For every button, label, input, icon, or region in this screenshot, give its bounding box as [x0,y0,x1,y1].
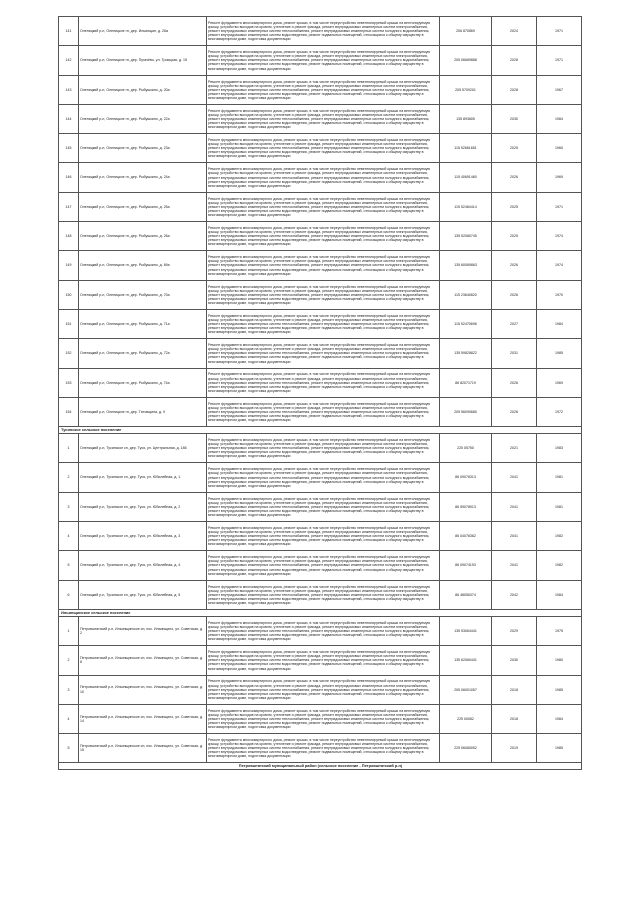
row-number: 151 [59,309,79,338]
row-cost: 205 56090680 [440,397,492,426]
row-address: Оленицкий р-н, Оленицкое гп, дер. Рыбушкино, д. 22а [79,104,207,133]
row-number: 1 [59,616,79,645]
table-row [59,134,582,163]
row-address: Оленицкий р-н, Тусинское сп, дер. Туся, ул. Юбилейная, д. 2 [79,492,207,521]
row-year: 2030 [492,646,537,675]
row-address: Оленицкий р-н, Тусинское сп, дер. Туся, ул. Центральная, д. 186 [79,434,207,463]
row-cost: 225 05750 [440,434,492,463]
row-year: 2041 [492,492,537,521]
row-address: Оленицкий р-н, Оленицкое гп, дер. Рыбушкино, д. 72а [79,339,207,368]
row-work-description: Ремонт фундамента многоквартирного дома, ремонт крыши, в том числе переустройство невентилируемой крыши на вентилируемую крышу, устройство выходов на кровлю, утепление и ремонт фасада, ремонт внутридомовых инженерных систем электроснабжения, ремонт внутридомовых инженерных систем теплоснабжения, ремонт внутридомовых инженерных систем холодного водоснабжения, ремонт внутридомовых инженерных систем водоотведения, ремонт подвальных помещений, относящихся к общему имуществу в многоквартирном доме, подготовка документации [207,163,440,192]
row-built-year: 1985 [537,675,582,704]
section-header-row [59,427,582,434]
row-address: Оленицкий р-н, Тусинское сп, дер. Туся, ул. Юбилейная, д. 1 [79,463,207,492]
row-built-year: 1984 [537,580,582,609]
table-row [59,580,582,609]
table-row [59,368,582,397]
row-work-description: Ремонт фундамента многоквартирного дома, ремонт крыши, в том числе переустройство невентилируемой крыши на вентилируемую крышу, устройство выходов на кровлю, утепление и ремонт фасада, ремонт внутридомовых инженерных систем электроснабжения, ремонт внутридомовых инженерных систем теплоснабжения, ремонт внутридомовых инженерных систем холодного водоснабжения, ремонт внутридомовых инженерных систем водоотведения, ремонт подвальных помещений, относящихся к общему имуществу в многоквартирном доме, подготовка документации [207,192,440,221]
row-number: 2 [59,463,79,492]
row-cost: 225 00082 [440,704,492,733]
repair-program-table [58,16,582,770]
row-work-description: Ремонт фундамента многоквартирного дома, ремонт крыши, в том числе переустройство невентилируемой крыши на вентилируемую крышу, устройство выходов на кровлю, утепление и ремонт фасада, ремонт внутридомовых инженерных систем электроснабжения, ремонт внутридомовых инженерных систем теплоснабжения, ремонт внутридомовых инженерных систем холодного водоснабжения, ремонт внутридомовых инженерных систем водоотведения, ремонт подвальных помещений, относящихся к общему имуществу в многоквартирном доме, подготовка документации [207,434,440,463]
row-built-year: 1974 [537,251,582,280]
row-work-description: Ремонт фундамента многоквартирного дома, ремонт крыши, в том числе переустройство невентилируемой крыши на вентилируемую крышу, устройство выходов на кровлю, утепление и ремонт фасада, ремонт внутридомовых инженерных систем электроснабжения, ремонт внутридомовых инженерных систем теплоснабжения, ремонт внутридомовых инженерных систем холодного водоснабжения, ремонт внутридомовых инженерных систем водоотведения, ремонт подвальных помещений, относящихся к общему имуществу в многоквартирном доме, подготовка документации [207,734,440,763]
row-number: 153 [59,368,79,397]
row-year: 2026 [492,397,537,426]
row-number: 1 [59,434,79,463]
row-built-year: 1971 [537,192,582,221]
row-number: 143 [59,75,79,104]
row-year: 2025 [492,134,537,163]
row-year: 2018 [492,675,537,704]
row-year: 2019 [492,734,537,763]
row-built-year: 1985 [537,734,582,763]
row-built-year: 1984 [537,104,582,133]
row-address: Оленицкий р-н, Оленицкое гп, дер. Ильинщин, д. 26а [79,17,207,46]
row-number: 141 [59,17,79,46]
row-address: Оленицкий р-н, Оленицкое гп, дер. Рыбушкино, д. 20а [79,75,207,104]
row-work-description: Ремонт фундамента многоквартирного дома, ремонт крыши, в том числе переустройство невентилируемой крыши на вентилируемую крышу, устройство выходов на кровлю, утепление и ремонт фасада, ремонт внутридомовых инженерных систем электроснабжения, ремонт внутридомовых инженерных систем теплоснабжения, ремонт внутридомовых инженерных систем холодного водоснабжения, ремонт внутридомовых инженерных систем водоотведения, ремонт подвальных помещений, относящихся к общему имуществу в многоквартирном доме, подготовка документации [207,104,440,133]
row-built-year: 1985 [537,339,582,368]
row-address: Оленицкий р-н, Оленицкое гп, дер. Рыбушкино, д. 70а [79,280,207,309]
row-built-year: 1983 [537,434,582,463]
row-number: 154 [59,397,79,426]
row-cost: 135 893605 [440,104,492,133]
table-row [59,222,582,251]
row-year: 2026 [492,368,537,397]
row-number: 146 [59,163,79,192]
row-year: 2025 [492,222,537,251]
row-work-description: Ремонт фундамента многоквартирного дома, ремонт крыши, в том числе переустройство невентилируемой крыши на вентилируемую крышу, устройство выходов на кровлю, утепление и ремонт фасада, ремонт внутридомовых инженерных систем электроснабжения, ремонт внутридомовых инженерных систем теплоснабжения, ремонт внутридомовых инженерных систем холодного водоснабжения, ремонт внутридомовых инженерных систем водоотведения, ремонт подвальных помещений, относящихся к общему имуществу в многоквартирном доме, подготовка документации [207,339,440,368]
row-year: 2025 [492,192,537,221]
row-number: 4 [59,704,79,733]
row-cost: 86 09076313 [440,463,492,492]
row-built-year: 1982 [537,522,582,551]
row-address: Оленицкий р-н, Оленицкое гп, дер. Рыбушкино, д. 71а [79,309,207,338]
table-row [59,46,582,75]
row-address: Оленицкий р-н, Оленицкое гп, дер. Рыбушкино, д. 25а [79,192,207,221]
row-work-description: Ремонт фундамента многоквартирного дома, ремонт крыши, в том числе переустройство невентилируемой крыши на вентилируемую крышу, устройство выходов на кровлю, утепление и ремонт фасада, ремонт внутридомовых инженерных систем электроснабжения, ремонт внутридомовых инженерных систем теплоснабжения, ремонт внутридомовых инженерных систем холодного водоснабжения, ремонт внутридомовых инженерных систем водоотведения, ремонт подвальных помещений, относящихся к общему имуществу в многоквартирном доме, подготовка документации [207,704,440,733]
row-cost: 86 09074193 [440,551,492,580]
row-year: 2030 [492,104,537,133]
row-address: Оленицкий р-н, Оленицкое гп, дер. Рыбушкино, д. 74а [79,368,207,397]
row-year: 2042 [492,580,537,609]
row-built-year: 1960 [537,134,582,163]
row-work-description: Ремонт фундамента многоквартирного дома, ремонт крыши, в том числе переустройство невентилируемой крыши на вентилируемую крышу, устройство выходов на кровлю, утепление и ремонт фасада, ремонт внутридомовых инженерных систем электроснабжения, ремонт внутридомовых инженерных систем теплоснабжения, ремонт внутридомовых инженерных систем холодного водоснабжения, ремонт внутридомовых инженерных систем водоотведения, ремонт подвальных помещений, относящихся к общему имуществу в многоквартирном доме, подготовка документации [207,134,440,163]
table-row [59,551,582,580]
row-built-year: 1975 [537,616,582,645]
row-cost: 205 5709201 [440,75,492,104]
row-year: 2031 [492,339,537,368]
row-year: 2029 [492,616,537,645]
row-cost: 135 53064441 [440,616,492,645]
row-built-year: 1981 [537,463,582,492]
row-work-description: Ремонт фундамента многоквартирного дома, ремонт крыши, в том числе переустройство невентилируемой крыши на вентилируемую крышу, устройство выходов на кровлю, утепление и ремонт фасада, ремонт внутридомовых инженерных систем электроснабжения, ремонт внутридомовых инженерных систем теплоснабжения, ремонт внутридомовых инженерных систем холодного водоснабжения, ремонт внутридомовых инженерных систем водоотведения, ремонт подвальных помещений, относящихся к общему имуществу в многоквартирном доме, подготовка документации [207,580,440,609]
row-address: Петровштатский р-н, Ильинщинское сп, пос. Ильинщино, ул. Советская, д. 10 [79,675,207,704]
row-cost: 86 48056374 [440,580,492,609]
row-address: Оленицкий р-н, Оленицкое гп, дер. Пугачёво, ул. Троицкая, д. 15 [79,46,207,75]
row-address: Оленицкий р-н, Тусинское сп, дер. Туся, ул. Юбилейная, д. 4 [79,551,207,580]
row-address: Оленицкий р-н, Оленицкое гп, дер. Рыбушкино, д. 23а [79,134,207,163]
row-work-description: Ремонт фундамента многоквартирного дома, ремонт крыши, в том числе переустройство невентилируемой крыши на вентилируемую крышу, устройство выходов на кровлю, утепление и ремонт фасада, ремонт внутридомовых инженерных систем электроснабжения, ремонт внутридомовых инженерных систем теплоснабжения, ремонт внутридомовых инженерных систем холодного водоснабжения, ремонт внутридомовых инженерных систем водоотведения, ремонт подвальных помещений, относящихся к общему имуществу в многоквартирном доме, подготовка документации [207,646,440,675]
row-built-year: 1971 [537,17,582,46]
row-built-year: 1980 [537,646,582,675]
row-cost: 86 04076382 [440,522,492,551]
table-row [59,492,582,521]
row-cost: 115 52661651 [440,134,492,163]
row-address: Оленицкий р-н, Оленицкое гп, дер. Рыбушкино, д. 26а [79,222,207,251]
section-title: Тусинское сельское поселение [59,427,582,434]
row-work-description: Ремонт фундамента многоквартирного дома, ремонт крыши, в том числе переустройство невентилируемой крыши на вентилируемую крышу, устройство выходов на кровлю, утепление и ремонт фасада, ремонт внутридомовых инженерных систем электроснабжения, ремонт внутридомовых инженерных систем теплоснабжения, ремонт внутридомовых инженерных систем холодного водоснабжения, ремонт внутридомовых инженерных систем водоотведения, ремонт подвальных помещений, относящихся к общему имуществу в многоквартирном доме, подготовка документации [207,46,440,75]
row-year: 2026 [492,251,537,280]
row-address: Оленицкий р-н, Оленицкое гп, дер. Рыбушкино, д. 69а [79,251,207,280]
row-number: 2 [59,646,79,675]
row-work-description: Ремонт фундамента многоквартирного дома, ремонт крыши, в том числе переустройство невентилируемой крыши на вентилируемую крышу, устройство выходов на кровлю, утепление и ремонт фасада, ремонт внутридомовых инженерных систем электроснабжения, ремонт внутридомовых инженерных систем теплоснабжения, ремонт внутридомовых инженерных систем холодного водоснабжения, ремонт внутридомовых инженерных систем водоотведения, ремонт подвальных помещений, относящихся к общему имуществу в многоквартирном доме, подготовка документации [207,463,440,492]
row-address: Петровштатский р-н, Ильинщинское сп, пос. Ильинщино, ул. Советская, д. 14 [79,704,207,733]
table-row [59,339,582,368]
row-number: 142 [59,46,79,75]
row-cost: 86 59078913 [440,492,492,521]
row-year: 2028 [492,75,537,104]
row-year: 2041 [492,551,537,580]
row-work-description: Ремонт фундамента многоквартирного дома, ремонт крыши, в том числе переустройство невентилируемой крыши на вентилируемую крышу, устройство выходов на кровлю, утепление и ремонт фасада, ремонт внутридомовых инженерных систем электроснабжения, ремонт внутридомовых инженерных систем теплоснабжения, ремонт внутридомовых инженерных систем холодного водоснабжения, ремонт внутридомовых инженерных систем водоотведения, ремонт подвальных помещений, относящихся к общему имуществу в многоквартирном доме, подготовка документации [207,251,440,280]
row-built-year: 1972 [537,397,582,426]
row-cost: 135 60089863 [440,251,492,280]
row-year: 2041 [492,522,537,551]
row-built-year: 1984 [537,704,582,733]
row-address: Петровштатский р-н, Ильинщинское сп, пос. Ильинщино, ул. Советская, д. 8 [79,646,207,675]
row-built-year: 1981 [537,492,582,521]
row-work-description: Ремонт фундамента многоквартирного дома, ремонт крыши, в том числе переустройство невентилируемой крыши на вентилируемую крышу, устройство выходов на кровлю, утепление и ремонт фасада, ремонт внутридомовых инженерных систем электроснабжения, ремонт внутридомовых инженерных систем теплоснабжения, ремонт внутридомовых инженерных систем холодного водоснабжения, ремонт внутридомовых инженерных систем водоотведения, ремонт подвальных помещений, относящихся к общему имуществу в многоквартирном доме, подготовка документации [207,675,440,704]
section-title: Ильинщинское сельское поселение [59,609,582,616]
row-built-year: 1984 [537,309,582,338]
section-header-row [59,609,582,616]
row-built-year: 1970 [537,280,582,309]
row-number: 147 [59,192,79,221]
row-number: 149 [59,251,79,280]
row-work-description: Ремонт фундамента многоквартирного дома, ремонт крыши, в том числе переустройство невентилируемой крыши на вентилируемую крышу, устройство выходов на кровлю, утепление и ремонт фасада, ремонт внутридомовых инженерных систем электроснабжения, ремонт внутридомовых инженерных систем теплоснабжения, ремонт внутридомовых инженерных систем холодного водоснабжения, ремонт внутридомовых инженерных систем водоотведения, ремонт подвальных помещений, относящихся к общему имуществу в многоквартирном доме, подготовка документации [207,616,440,645]
row-cost: 135 59828822 [440,339,492,368]
table-row [59,463,582,492]
table-row [59,434,582,463]
table-row [59,734,582,763]
table-row [59,251,582,280]
row-year: 2018 [492,704,537,733]
row-cost: 86 82071719 [440,368,492,397]
row-address: Петровштатский р-н, Ильинщинское сп, пос. Ильинщино, ул. Советская, д. 15 [79,734,207,763]
row-number: 5 [59,551,79,580]
row-built-year: 1967 [537,75,582,104]
row-cost: 205 06001057 [440,675,492,704]
row-work-description: Ремонт фундамента многоквартирного дома, ремонт крыши, в том числе переустройство невентилируемой крыши на вентилируемую крышу, устройство выходов на кровлю, утепление и ремонт фасада, ремонт внутридомовых инженерных систем электроснабжения, ремонт внутридомовых инженерных систем теплоснабжения, ремонт внутридомовых инженерных систем холодного водоснабжения, ремонт внутридомовых инженерных систем водоотведения, ремонт подвальных помещений, относящихся к общему имуществу в многоквартирном доме, подготовка документации [207,551,440,580]
table-row [59,522,582,551]
row-address: Оленицкий р-н, Тусинское сп, дер. Туся, ул. Юбилейная, д. 3 [79,522,207,551]
row-number: 148 [59,222,79,251]
section-title: Петровштатский муниципальный район (сельское поселение - Петровштатский р-н) [59,763,582,770]
row-year: 2021 [492,434,537,463]
row-address: Оленицкий р-н, Оленицкое гп, дер. Рыбушкино, д. 24а [79,163,207,192]
row-number: 152 [59,339,79,368]
row-number: 150 [59,280,79,309]
row-number: 5 [59,734,79,763]
table-row [59,192,582,221]
row-cost: 135 62060441 [440,646,492,675]
table-row [59,163,582,192]
row-number: 3 [59,675,79,704]
table-body [59,17,582,770]
table-row [59,397,582,426]
row-number: 145 [59,134,79,163]
row-year: 2026 [492,280,537,309]
row-cost: 206 870869 [440,17,492,46]
row-address: Петровштатский р-н, Ильинщинское сп, пос. Ильинщино, ул. Советская, д. 2 [79,616,207,645]
row-number: 3 [59,492,79,521]
table-row [59,104,582,133]
row-number: 4 [59,522,79,551]
row-address: Оленицкий р-н, Оленицкое гп, дер. Титовщина, д. 9 [79,397,207,426]
row-year: 2024 [492,17,537,46]
row-number: 144 [59,104,79,133]
row-cost: 115 23640820 [440,280,492,309]
table-row [59,309,582,338]
row-year: 2028 [492,46,537,75]
row-cost: 225 06080052 [440,734,492,763]
table-row [59,675,582,704]
row-work-description: Ремонт фундамента многоквартирного дома, ремонт крыши, в том числе переустройство невентилируемой крыши на вентилируемую крышу, устройство выходов на кровлю, утепление и ремонт фасада, ремонт внутридомовых инженерных систем электроснабжения, ремонт внутридомовых инженерных систем теплоснабжения, ремонт внутридомовых инженерных систем холодного водоснабжения, ремонт внутридомовых инженерных систем водоотведения, ремонт подвальных помещений, относящихся к общему имуществу в многоквартирном доме, подготовка документации [207,75,440,104]
row-cost: 115 52470696 [440,309,492,338]
table-row [59,17,582,46]
row-built-year: 1974 [537,222,582,251]
row-year: 2026 [492,163,537,192]
row-year: 2027 [492,309,537,338]
row-built-year: 1969 [537,368,582,397]
row-cost: 135 52080745 [440,222,492,251]
table-row [59,75,582,104]
row-work-description: Ремонт фундамента многоквартирного дома, ремонт крыши, в том числе переустройство невентилируемой крыши на вентилируемую крышу, устройство выходов на кровлю, утепление и ремонт фасада, ремонт внутридомовых инженерных систем электроснабжения, ремонт внутридомовых инженерных систем теплоснабжения, ремонт внутридомовых инженерных систем холодного водоснабжения, ремонт внутридомовых инженерных систем водоотведения, ремонт подвальных помещений, относящихся к общему имуществу в многоквартирном доме, подготовка документации [207,492,440,521]
row-work-description: Ремонт фундамента многоквартирного дома, ремонт крыши, в том числе переустройство невентилируемой крыши на вентилируемую крышу, устройство выходов на кровлю, утепление и ремонт фасада, ремонт внутридомовых инженерных систем электроснабжения, ремонт внутридомовых инженерных систем теплоснабжения, ремонт внутридомовых инженерных систем холодного водоснабжения, ремонт внутридомовых инженерных систем водоотведения, ремонт подвальных помещений, относящихся к общему имуществу в многоквартирном доме, подготовка документации [207,309,440,338]
row-work-description: Ремонт фундамента многоквартирного дома, ремонт крыши, в том числе переустройство невентилируемой крыши на вентилируемую крышу, устройство выходов на кровлю, утепление и ремонт фасада, ремонт внутридомовых инженерных систем электроснабжения, ремонт внутридомовых инженерных систем теплоснабжения, ремонт внутридомовых инженерных систем холодного водоснабжения, ремонт внутридомовых инженерных систем водоотведения, ремонт подвальных помещений, относящихся к общему имуществу в многоквартирном доме, подготовка документации [207,368,440,397]
table-row [59,646,582,675]
row-cost: 205 06689888 [440,46,492,75]
table-row [59,616,582,645]
document-page [58,16,581,770]
row-built-year: 1971 [537,46,582,75]
table-row [59,704,582,733]
row-work-description: Ремонт фундамента многоквартирного дома, ремонт крыши, в том числе переустройство невентилируемой крыши на вентилируемую крышу, устройство выходов на кровлю, утепление и ремонт фасада, ремонт внутридомовых инженерных систем электроснабжения, ремонт внутридомовых инженерных систем теплоснабжения, ремонт внутридомовых инженерных систем холодного водоснабжения, ремонт внутридомовых инженерных систем водоотведения, ремонт подвальных помещений, относящихся к общему имуществу в многоквартирном доме, подготовка документации [207,522,440,551]
row-work-description: Ремонт фундамента многоквартирного дома, ремонт крыши, в том числе переустройство невентилируемой крыши на вентилируемую крышу, устройство выходов на кровлю, утепление и ремонт фасада, ремонт внутридомовых инженерных систем электроснабжения, ремонт внутридомовых инженерных систем теплоснабжения, ремонт внутридомовых инженерных систем холодного водоснабжения, ремонт внутридомовых инженерных систем водоотведения, ремонт подвальных помещений, относящихся к общему имуществу в многоквартирном доме, подготовка документации [207,222,440,251]
row-work-description: Ремонт фундамента многоквартирного дома, ремонт крыши, в том числе переустройство невентилируемой крыши на вентилируемую крышу, устройство выходов на кровлю, утепление и ремонт фасада, ремонт внутридомовых инженерных систем электроснабжения, ремонт внутридомовых инженерных систем теплоснабжения, ремонт внутридомовых инженерных систем холодного водоснабжения, ремонт внутридомовых инженерных систем водоотведения, ремонт подвальных помещений, относящихся к общему имуществу в многоквартирном доме, подготовка документации [207,280,440,309]
row-number: 6 [59,580,79,609]
row-built-year: 1969 [537,163,582,192]
row-cost: 115 52464414 [440,192,492,221]
row-address: Оленицкий р-н, Тусинское сп, дер. Туся, ул. Юбилейная, д. 5 [79,580,207,609]
table-row [59,280,582,309]
section-header-row [59,763,582,770]
row-cost: 115 40691460 [440,163,492,192]
row-year: 2041 [492,463,537,492]
row-work-description: Ремонт фундамента многоквартирного дома, ремонт крыши, в том числе переустройство невентилируемой крыши на вентилируемую крышу, устройство выходов на кровлю, утепление и ремонт фасада, ремонт внутридомовых инженерных систем электроснабжения, ремонт внутридомовых инженерных систем теплоснабжения, ремонт внутридомовых инженерных систем холодного водоснабжения, ремонт внутридомовых инженерных систем водоотведения, ремонт подвальных помещений, относящихся к общему имуществу в многоквартирном доме, подготовка документации [207,17,440,46]
row-built-year: 1982 [537,551,582,580]
row-work-description: Ремонт фундамента многоквартирного дома, ремонт крыши, в том числе переустройство невентилируемой крыши на вентилируемую крышу, устройство выходов на кровлю, утепление и ремонт фасада, ремонт внутридомовых инженерных систем электроснабжения, ремонт внутридомовых инженерных систем теплоснабжения, ремонт внутридомовых инженерных систем холодного водоснабжения, ремонт внутридомовых инженерных систем водоотведения, ремонт подвальных помещений, относящихся к общему имуществу в многоквартирном доме, подготовка документации [207,397,440,426]
